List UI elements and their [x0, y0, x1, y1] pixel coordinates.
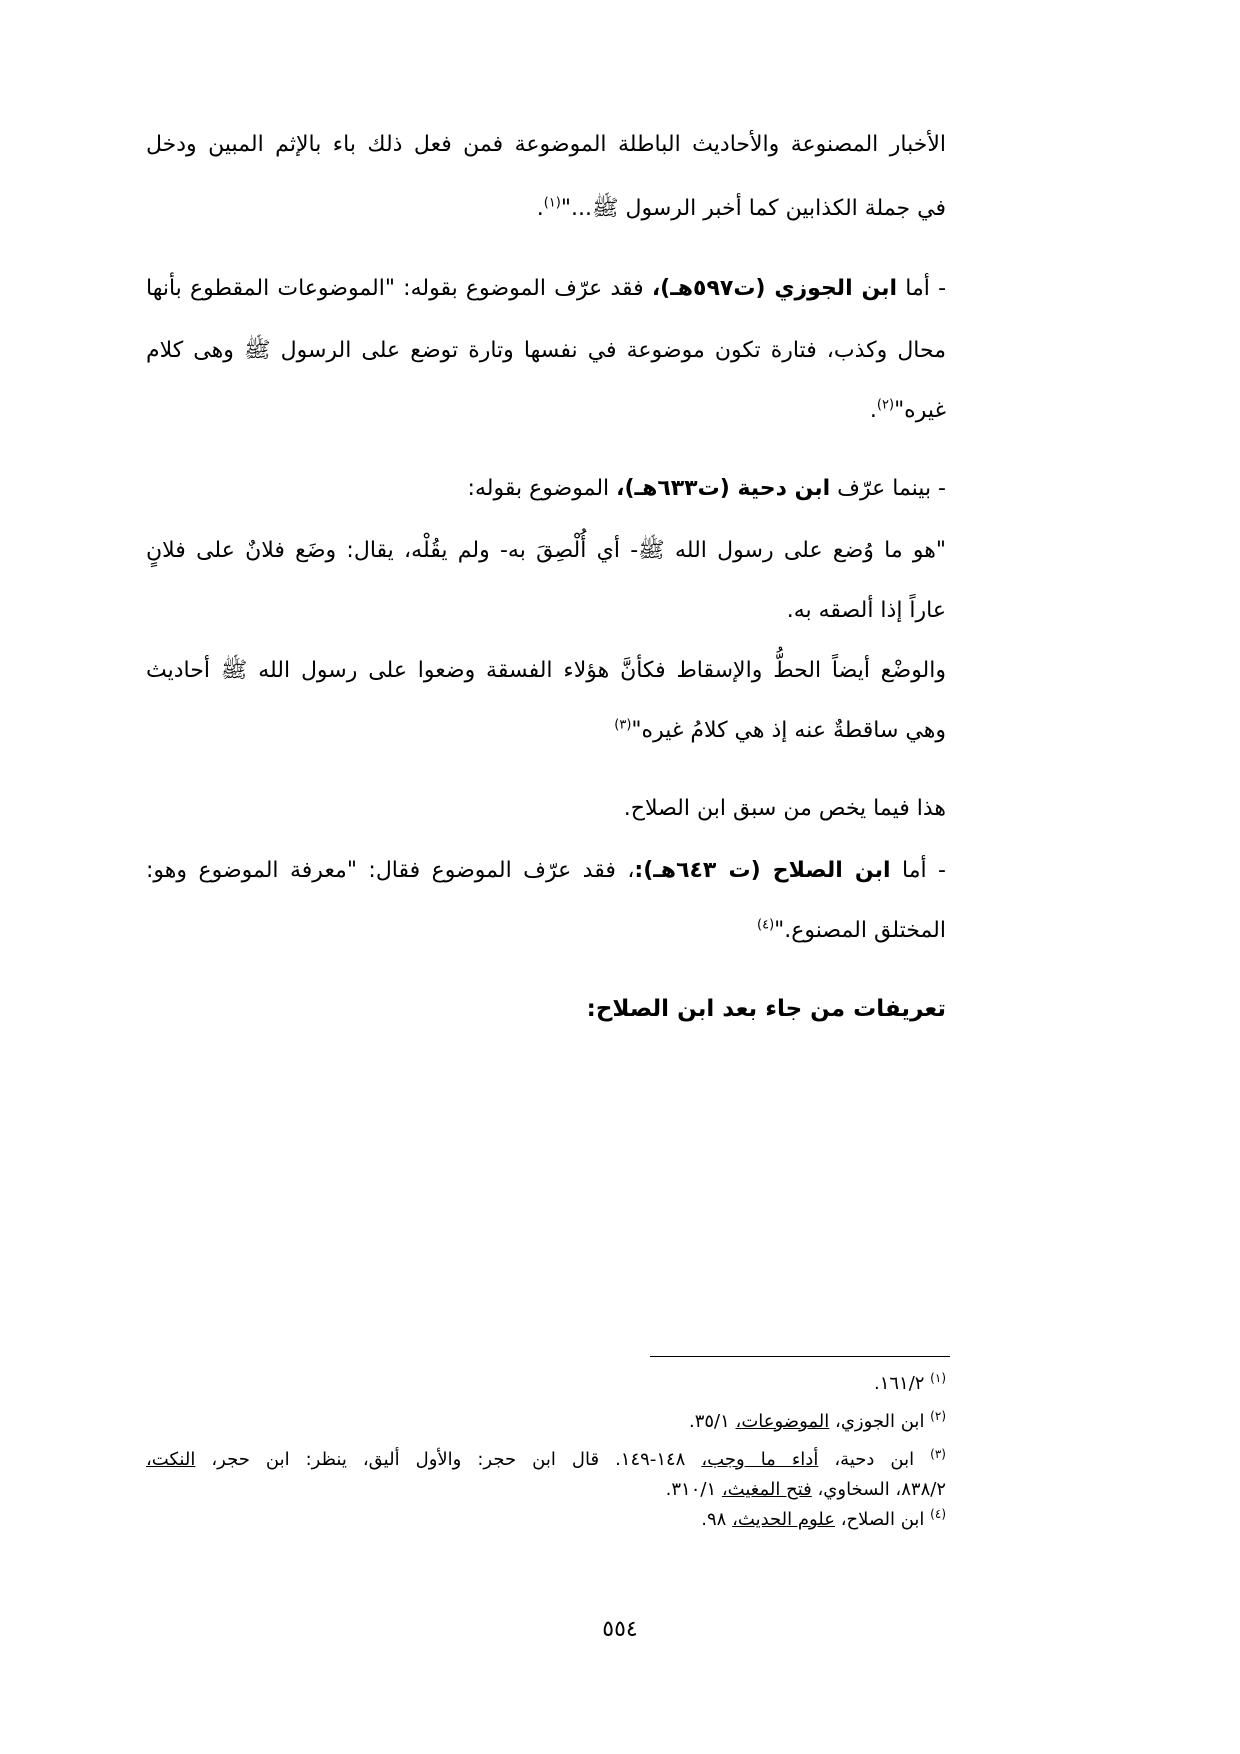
body-line: عاراً إذا ألصقه به.	[786, 598, 946, 623]
author-name: ابن الجوزي (ت٥٩٧هـ)،	[651, 276, 898, 301]
footnote-continuation: ٨٣٨/٢، السخاوي، فتح المغيث، ٣١٠/١.	[665, 1479, 946, 1500]
author-name: ابن الصلاح (ت ٦٤٣هـ):	[634, 858, 891, 883]
source-title: النكت،	[146, 1449, 196, 1470]
body-line: المختلق المصنوع."$^{(٤)}$	[757, 917, 946, 943]
author-name: ابن دحية (ت٦٣٣هـ)،	[616, 476, 831, 501]
body-line: محال وكذب، فتارة تكون موضوعة في نفسها وتارة توضع على الرسول ﷺ وهى كلام	[146, 338, 946, 363]
footnote-marker[interactable]: (٤)	[757, 917, 775, 933]
body-line: والوضْع أيضاً الحطُّ والإسقاط فكأنَّ هؤلاء الفسقة وضعوا على رسول الله ﷺ أحاديث	[146, 658, 946, 683]
body-line: "هو ما وُضع على رسول الله ﷺ- أي أُلْصِقَ به- ولم يقُلْه، يقال: وضَع فلانٌ على فلانٍ	[146, 538, 946, 563]
section-heading: تعريفات من جاء بعد ابن الصلاح:	[586, 996, 946, 1022]
body-line: - بينما عرّف ابن دحية (ت٦٣٣هـ)، الموضوع بقوله:	[467, 476, 946, 501]
body-line: - أما ابن الجوزي (ت٥٩٧هـ)، فقد عرّف الموضوع بقوله: "الموضوعات المقطوع بأنها	[146, 276, 947, 301]
source-title: علوم الحديث،	[732, 1509, 836, 1530]
body-line: الأخبار المصنوعة والأحاديث الباطلة الموضوعة فمن فعل ذلك باء بالإثم المبين ودخل	[146, 132, 946, 157]
footnote-marker[interactable]: (٣)	[614, 717, 632, 733]
body-line: هذا فيما يخص من سبق ابن الصلاح.	[623, 796, 946, 821]
body-line: وهي ساقطةٌ عنه إذ هي كلامُ غيره"$^{(٣)}$	[614, 717, 946, 743]
footnote-separator	[650, 1356, 950, 1357]
footnote: $^{(٣)}$ ابن دحية، أداء ما وجب، ١٤٨-١٤٩. قال ابن حجر: والأول أليق، ينظر: ابن حجر، النكت،	[146, 1447, 946, 1470]
footnote: $^{(٢)}$ ابن الجوزي، الموضوعات، ٣٥/١.	[688, 1409, 946, 1432]
source-title: الموضوعات،	[735, 1411, 830, 1432]
page-number: ٥٥٤	[602, 1617, 638, 1642]
footnote-marker[interactable]: (١)	[543, 195, 561, 211]
footnote: $^{(٤)}$ ابن الصلاح، علوم الحديث، ٩٨.	[701, 1507, 946, 1530]
body-line: - أما ابن الصلاح (ت ٦٤٣هـ):، فقد عرّف الموضوع فقال: "معرفة الموضوع وهو:	[146, 858, 946, 883]
footnote: $^{(١)}$ ١٦١/٢.	[873, 1371, 946, 1394]
body-line: غيره"$^{(٢)}$.	[869, 397, 946, 423]
footnote-marker[interactable]: (٢)	[876, 397, 895, 413]
body-line: في جملة الكذابين كما أخبر الرسول ﷺ..."$^{(١)}$.	[536, 195, 946, 221]
source-title: فتح المغيث،	[721, 1479, 812, 1500]
source-title: أداء ما وجب،	[701, 1449, 819, 1470]
